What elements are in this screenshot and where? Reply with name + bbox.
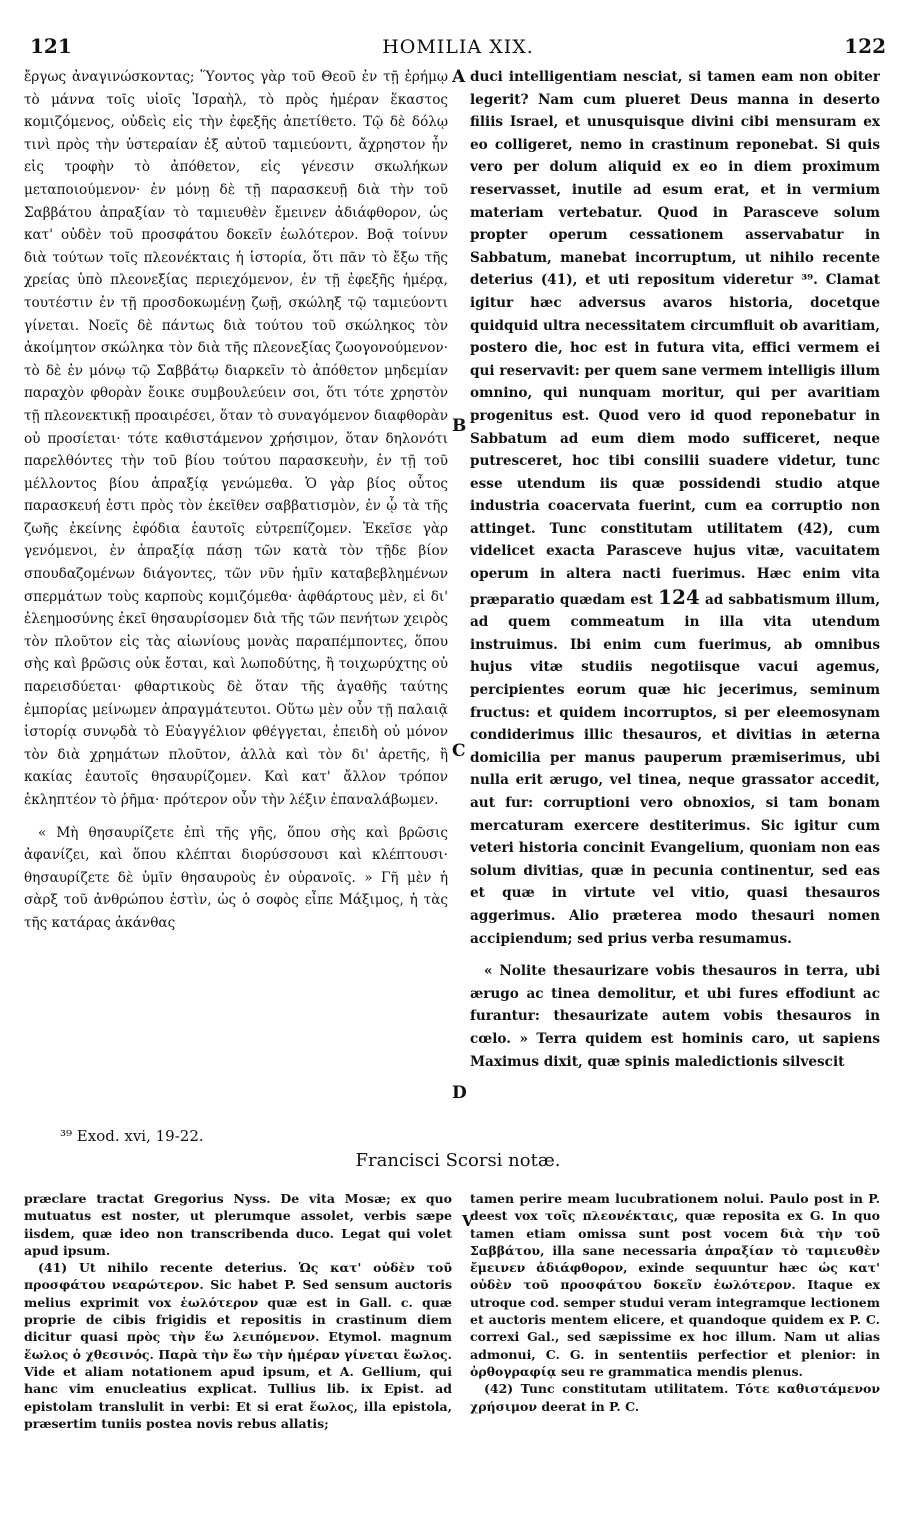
note-41: (41) Ut nihilo recente deterius. Ὡς κατ' οὐδὲν τοῦ προσφάτου νεαρώτερον. Sic habet P. Sed sensum auctoris melius exprimit vox ἑωλότερον quæ est in Gall. c. quæ proprie de cibis frigidis et repositis in crastinum diem dicitur quasi πρὸς τὴν ἕω λειπόμενον. Etymol. magnum ἕωλος ὁ χθεσινός. Παρὰ τὴν ἕω τὴν ἡμέραν γίνεται ἕωλος. Vide et aliam notationem apud ipsum, et A. Gellium, qui hanc vim enucleatius explicat. Tullius lib. ix Epist. ad epistolam translulit in verbi: Et si erat ἕωλος, illa epistola, præsertim tuniis postea novis rebus allatis;	[24, 1260, 452, 1431]
column-number: 124	[658, 584, 700, 609]
latin-column	[470, 66, 880, 1073]
latin-text-1b: ad sabbatismum illum, ad quem commeatum in illa vita utendum instruimus. Ibi enim cum fuerimus, ab omnibus hujus vitæ studiis negotiisque vacui agemus, percipientes eorum quæ hic jecerimus, seminum fructus: et quidem incorruptos, si per eleemosynam condiderimus illic thesauros, et divitias in æterna domicilia per manus pauperum præmiserimus, ubi nulla erit ærugo, vel tinea, neque grassator accedit, aut fur: corruptioni vero obnoxios, si tam bonam mercaturam exercere destiterimus. Sic igitur cum veteri historia concinit Evangelium, quoniam non eas solum divitias, quæ in pecunia continentur, sed eas et quæ in virtute vel vitio, quasi thesauros aggerimus. Alio præterea modo thesauri nomen accipiendum; sed prius verba resumamus.	[470, 591, 880, 947]
note-42: (42) Tunc constitutam utilitatem. Τότε καθιστάμενον χρήσιμον deerat in P. C.	[470, 1381, 880, 1414]
notes-column-right	[470, 1190, 880, 1415]
notes-marker: V	[462, 1212, 474, 1230]
footnote: ³⁹ Exod. xvi, 19-22.	[60, 1127, 204, 1145]
notes-column-left	[24, 1190, 452, 1432]
greek-paragraph-2: « Μὴ θησαυρίζετε ἐπὶ τῆς γῆς, ὅπου σὴς καὶ βρῶσις ἀφανίζει, καὶ ὅπου κλέπται διορύσσουσι καὶ κλέπτουσι· θησαυρίζετε δὲ ὑμῖν θησαυροὺς ἐν οὐρανοῖς. » Γῆ μὲν ἡ σὰρξ τοῦ ἀνθρώπου ἐστὶν, ὡς ὁ σοφὸς εἶπε Μάξιμος, ἡ τὰς τῆς κατάρας ἀκάνθας	[24, 824, 448, 931]
section-marker-c: C	[452, 741, 466, 761]
note-right-paragraph-1: tamen perire meam lucubrationem nolui. Paulo post in P. deest vox τοῖς πλεονέκταις, quæ reposita ex G. In quo tamen etiam omissa sunt post vocem διὰ τὴν τοῦ Σαββάτου, illa sane necessaria ἀπραξίαν τὸ ταμιευθὲν ἔμεινεν ἀδιάφθορον, exinde sequuntur hæc ὡς κατ' οὐδὲν τοῦ προσφάτου δοκεῖν ἑωλότερον. Itaque ex utroque cod. semper studui veram integramque lectionem et auctoris mentem elicere, et quandoque quidem ex P. C. correxi Gal., sed sæpissime ex hoc illum. Nam ut alias admonui, C. G. in sententiis perfectior et plenior: in ὀρθογραφίᾳ seu re grammatica mendis plenus.	[470, 1191, 880, 1379]
greek-column	[24, 66, 448, 935]
page-number-left: 121	[30, 34, 72, 58]
latin-text-1a: duci intelligentiam nesciat, si tamen eam non obiter legerit? Nam cum plueret Deus manna in deserto filiis Israel, et unusquisque divini cibi mensuram ex eo colligeret, nemo in crastinum reponebat. Si quis vero per dolum aliquid ex eo in diem proximum reservasset, inutile ad esum erat, et in vermium materiam vertebatur. Quod in Parasceve solum propter operum cessationem asservabatur in Sabbatum, manebat incorruptum, ut nihilo recente deterius (41), et uti repositum videretur ³⁹. Clamat igitur hæc adversus avaros historia, docetque quidquid ultra necessitatem circumfluit ob avaritiam, postero die, hoc est in futura vita, effici vermem ei qui reservavit: per quem sane vermem intelligis illum omnino, qui nunquam moritur, qui per avaritiam progenitus est. Quod vero id quod reponebatur in Sabbatum ad eum diem modo sufficeret, neque putresceret, hoc tibi consilii suadere videtur, tunc esse utendum iis quæ possidendi studio atque industria coacervata fuerint, cum ea corruptio non attinget. Tunc constitutam utilitatem (42), cum videlicet exacta Parasceve hujus vitæ, vacuitatem operum in altera nacti fuerimus. Hæc enim vita præparatio quædam est	[470, 69, 880, 608]
note-left-paragraph-1: præclare tractat Gregorius Nyss. De vita Mosæ; ex quo mutuatus est noster, ut plerumque assolet, verbis sæpe iisdem, quæ ideo non transcribenda duco. Legat qui volet apud ipsum.	[24, 1191, 452, 1258]
latin-paragraph-2: « Nolite thesaurizare vobis thesauros in terra, ubi ærugo ac tinea demolitur, et ubi fures effodiunt ac furantur: thesaurizate autem vobis thesauros in cœlo. » Terra quidem est hominis caro, ut sapiens Maximus dixit, quæ spinis maledictionis silvescit	[470, 963, 880, 1070]
notes-title: Francisci Scorsi notæ.	[355, 1150, 561, 1171]
page-number-right: 122	[844, 34, 886, 58]
page-title: HOMILIA XIX.	[382, 36, 534, 58]
section-marker-b: B	[452, 416, 467, 436]
section-marker-d: D	[452, 1083, 467, 1103]
running-head	[30, 34, 886, 64]
greek-paragraph-1: ἔργως ἀναγινώσκοντας; Ὕοντος γὰρ τοῦ Θεοῦ ἐν τῇ ἐρήμῳ τὸ μάννα τοῖς υἱοῖς Ἰσραὴλ, τὸ πρὸς ἡμέραν ἕκαστος κομιζόμενος, οὐδεὶς εἰς τὴν ἐφεξῆς ἀπετίθετο. Τῷ δὲ δόλῳ τινὶ πρὸς τὴν ὑστεραίαν ἐξ αὐτοῦ ταμιεύοντι, ἄχρηστον ἦν εἰς τροφὴν τὸ ἀπόθετον, εἰς γένεσιν σκωλήκων μεταποιούμενον· ἐν μόνῃ δὲ τῇ παρασκευῇ διὰ τὴν τοῦ Σαββάτου ἀπραξίαν τὸ ταμιευθὲν ἔμεινεν ἀδιάφθορον, ὡς κατ' οὐδὲν τοῦ προσφάτου δοκεῖν ἑωλότερον. Βοᾷ τοίνυν διὰ τούτων τοῖς πλεονέκταις ἡ ἱστορία, ὅτι πᾶν τὸ ἔξω τῆς χρείας ὑπὸ πλεονεξίας περιεχόμενον, ἐν τῇ ἐφεξῆς ἡμέρᾳ, τουτέστιν ἐν τῇ προσδοκωμένῃ ζωῇ, σκώληξ τῷ ταμιεύοντι γίνεται. Νοεῖς δὲ πάντως διὰ τούτου τοῦ σκώληκος τὸν ἀκοίμητον σκώληκα τὸν διὰ τῆς πλεονεξίας ζωογονούμενον· τὸ δὲ ἐν μόνῳ τῷ Σαββάτῳ διαρκεῖν τὸ ἀπόθετον μηδεμίαν παραχὸν φθορὰν ἔοικε συμβουλεύειν σοι, ὅτι τότε χρηστὸν τῇ πλεονεκτικῇ προαιρέσει, ὅταν τὸ συναγόμενον διαφθορὰν οὐ προσίεται· τότε καθιστάμενον χρήσιμον, ὅταν δηλονότι παρελθόντες τὴν τοῦ βίου τούτου παρασκευὴν, ἐν τῇ τοῦ μέλλοντος βίου ἀπραξίᾳ γενώμεθα. Ὁ γὰρ βίος οὗτος παρασκευή ἐστι πρὸς τὸν ἐκεῖθεν σαββατισμὸν, ἐν ᾧ τὰ τῆς ζωῆς ἐκείνης ἐφόδια ἑαυτοῖς εὐτρεπίζομεν. Ἐκεῖσε γὰρ γενόμενοι, ἐν ἀπραξίᾳ πάσῃ τῶν κατὰ τὸν τῇδε βίον σπουδαζομένων διάγοντες, τῶν νῦν ἡμῖν καταβεβλημένων σπερμάτων τοὺς καρποὺς κομιζόμεθα· ἀφθάρτους μὲν, εἰ δι' ἐλεημοσύνης ἐκεῖ θησαυρίσομεν διὰ τῆς τῶν πενήτων χειρὸς τὸν πλοῦτον εἰς τὰς αἰωνίους μονὰς παραπέμποντες, ὅπου σὴς καὶ βρῶσις οὐκ ἔσται, καὶ λωποδύτης, ἢ τοιχωρύχτης οὐ παρεισδύεται· φθαρτικοὺς δὲ ὅταν τῆς ἀγαθῆς ταύτης ἐμπορίας μείνωμεν ἀπραγμάτευτοι. Οὕτω μὲν οὖν τῇ παλαιᾷ ἱστορίᾳ συνῳδὰ τὸ Εὐαγγέλιον φθέγγεται, ἐπειδὴ οὐ μόνον τὸν διὰ χρημάτων πλοῦτον, ἀλλὰ καὶ τὸν δι' ἀρετῆς, ἢ κακίας ἑαυτοῖς θησαυρίζομεν. Καὶ κατ' ἄλλον τρόπον ἐκληπτέον τὸ ῥῆμα· πρότερον οὖν τὴν λέξιν ἐπαναλάβωμεν.	[24, 69, 448, 808]
section-marker-a: A	[452, 67, 466, 87]
latin-paragraph-1	[470, 66, 880, 950]
